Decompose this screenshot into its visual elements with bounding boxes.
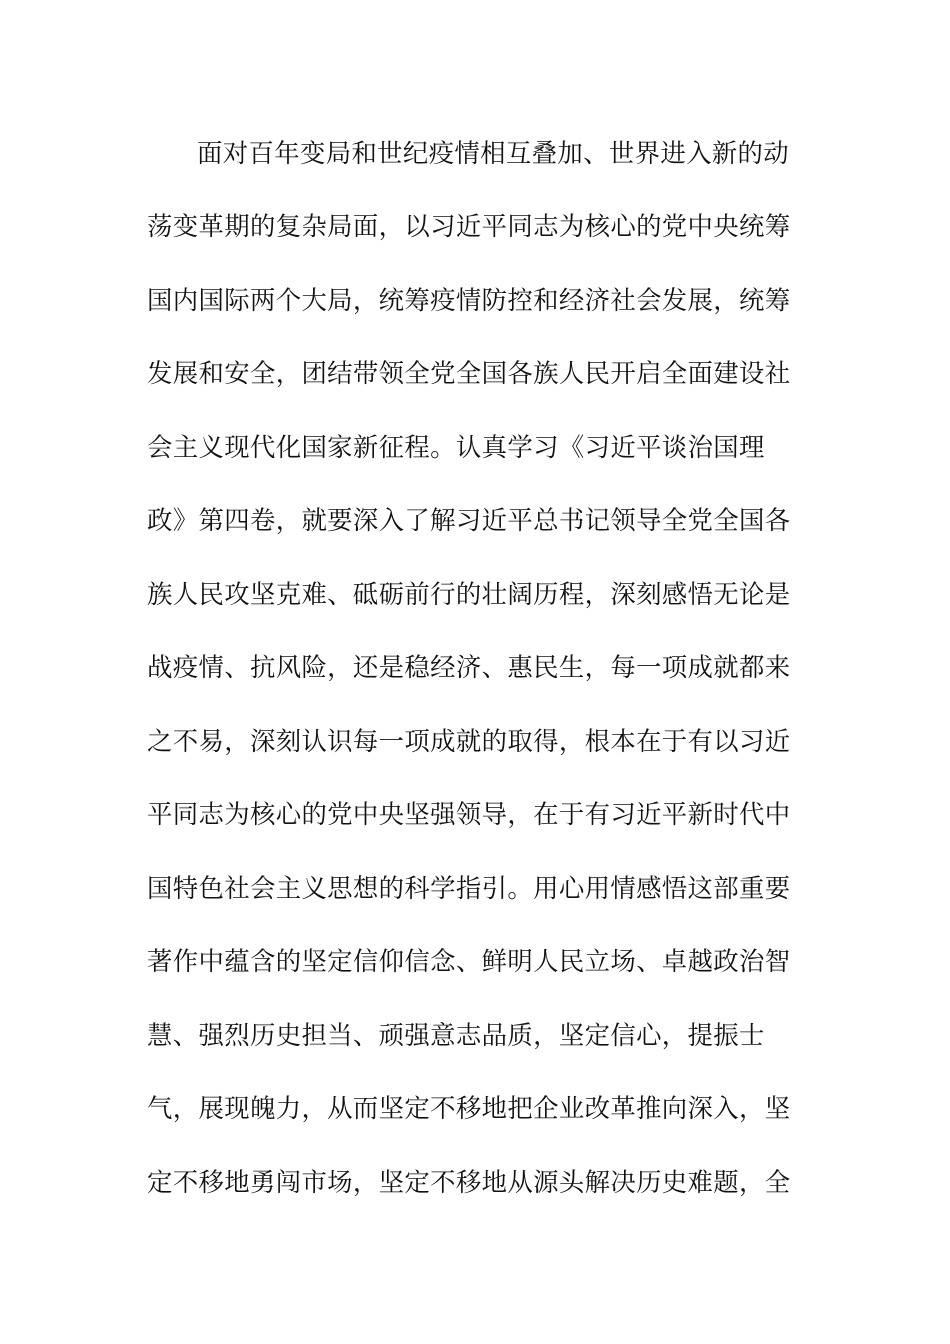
paragraph-line-4: 发展和安全，团结带领全党全国各族人民开启全面建设社 [147,358,791,388]
paragraph-line-13: 慧、强烈历史担当、顽强意志品质，坚定信心，提振士 [147,1020,765,1050]
paragraph-line-7: 族人民攻坚克难、砥砺前行的壮阔历程，深刻感悟无论是 [147,579,791,609]
paragraph-line-1: 面对百年变局和世纪疫情相互叠加、世界进入新的动 [197,138,790,168]
paragraph-line-14: 气，展现魄力，从而坚定不移地把企业改革推向深入，坚 [147,1093,791,1123]
paragraph-line-3: 国内国际两个大局，统筹疫情防控和经济社会发展，统筹 [147,285,791,315]
paragraph-line-12: 著作中蕴含的坚定信仰信念、鲜明人民立场、卓越政治智 [147,946,791,976]
paragraph-line-2: 荡变革期的复杂局面，以习近平同志为核心的党中央统筹 [147,211,791,241]
paragraph-line-9: 之不易，深刻认识每一项成就的取得，根本在于有以习近 [147,726,791,756]
paragraph-line-15: 定不移地勇闯市场，坚定不移地从源头解决历史难题，全 [147,1167,791,1197]
paragraph-line-10: 平同志为核心的党中央坚强领导，在于有习近平新时代中 [147,799,791,829]
paragraph-line-8: 战疫情、抗风险，还是稳经济、惠民生，每一项成就都来 [147,652,791,682]
paragraph-line-6: 政》第四卷，就要深入了解习近平总书记领导全党全国各 [147,505,791,535]
paragraph-line-5: 会主义现代化国家新征程。认真学习《习近平谈治国理 [147,432,765,462]
paragraph-line-11: 国特色社会主义思想的科学指引。用心用情感悟这部重要 [147,873,791,903]
